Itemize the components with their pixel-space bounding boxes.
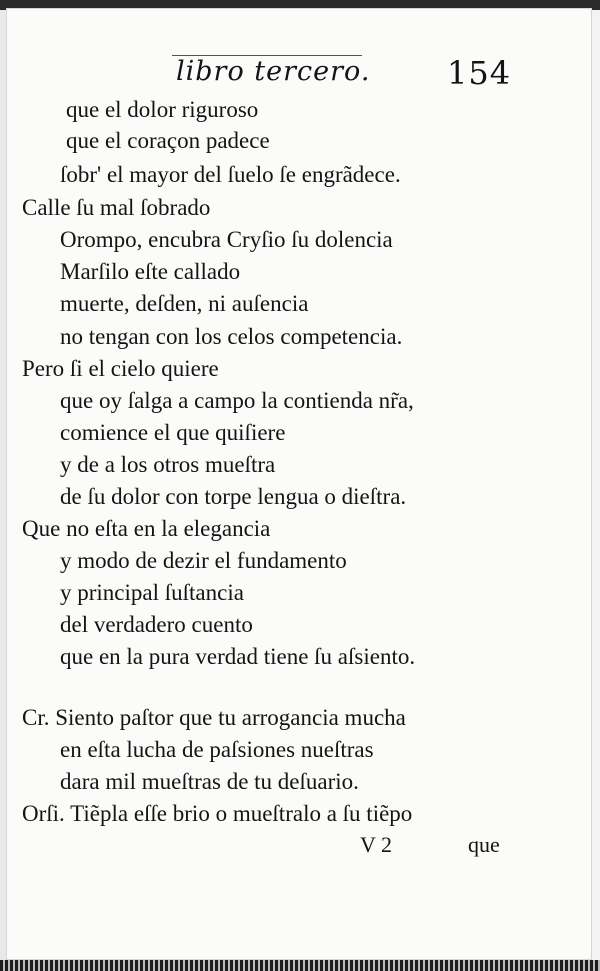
verse-line: Cr. Siento paſtor que tu arrogancia mucha bbox=[22, 705, 406, 730]
page-bottom-edge bbox=[0, 960, 600, 971]
catchword: que bbox=[468, 832, 500, 857]
verse-line: Que no eſta en la elegancia bbox=[22, 516, 271, 541]
verse-line: del verdadero cuento bbox=[60, 612, 253, 637]
verse-line: Orſi. Tiẽpla eſſe brio o mueſtralo a ſu tiẽpo bbox=[22, 801, 413, 826]
verse-line: Pero ſi el cielo quiere bbox=[22, 356, 219, 381]
verse-line: Calle ſu mal ſobrado bbox=[22, 195, 211, 220]
verse-line: y modo de dezir el fundamento bbox=[60, 548, 347, 573]
page-right-edge bbox=[592, 10, 600, 960]
verse-line: y de a los otros mueſtra bbox=[60, 452, 276, 477]
running-title: libro tercero. bbox=[176, 56, 371, 87]
verse-line: comience el que quiſiere bbox=[60, 420, 286, 445]
signature-mark: V 2 bbox=[360, 832, 392, 857]
verse-line: que en la pura verdad tiene ſu aſsiento. bbox=[60, 644, 416, 669]
verse-line: que oy ſalga a campo la contienda nr̃a, bbox=[60, 388, 414, 413]
verse-line: en eſta lucha de paſsiones nueſtras bbox=[60, 737, 374, 762]
verse-line: Orompo, encubra Cryſio ſu dolencia bbox=[60, 227, 393, 252]
verse-line: muerte, deſden, ni auſencia bbox=[60, 291, 309, 316]
verse-line: no tengan con los celos competencia. bbox=[60, 324, 403, 349]
verse-line: Marſilo eſte callado bbox=[60, 259, 241, 284]
verse-line: de ſu dolor con torpe lengua o dieſtra. bbox=[60, 484, 407, 509]
verse-line: y principal ſuſtancia bbox=[60, 580, 244, 605]
page-number: 154 bbox=[447, 54, 512, 92]
verse-line: que el dolor riguroso bbox=[66, 97, 259, 122]
verse-line: que el coraçon padece bbox=[66, 128, 270, 153]
verse-line: ſobr' el mayor del ſuelo ſe engrãdece. bbox=[60, 162, 401, 187]
verse-line: dara mil mueſtras de tu deſuario. bbox=[60, 769, 359, 794]
